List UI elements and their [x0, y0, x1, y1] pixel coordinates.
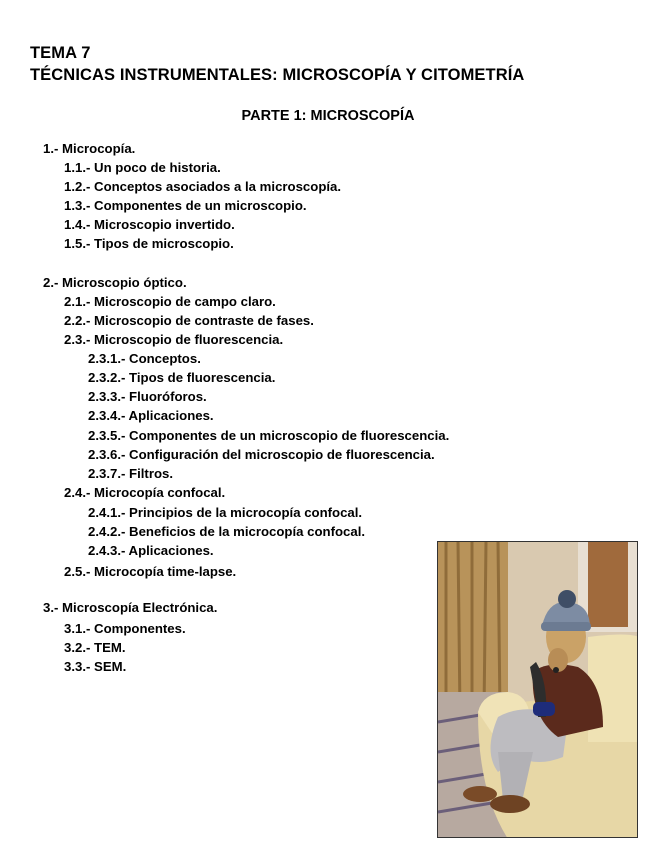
toc-item: 2.1.- Microscopio de campo claro.: [64, 294, 276, 309]
toc-item: 3.- Microscopía Electrónica.: [43, 600, 218, 615]
toc-item: 1.4.- Microscopio invertido.: [64, 217, 235, 232]
toc-item: 2.3.1.- Conceptos.: [88, 351, 201, 366]
toc-item: 1.5.- Tipos de microscopio.: [64, 236, 234, 251]
document-title: [30, 42, 524, 86]
toc-item: 2.- Microscopio óptico.: [43, 275, 187, 290]
toc-item: 1.2.- Conceptos asociados a la microscopía.: [64, 179, 342, 194]
toc-item: 3.3.- SEM.: [64, 659, 127, 674]
toc-item: 3.2.- TEM.: [64, 640, 126, 655]
toc-item: 2.3.7.- Filtros.: [88, 466, 174, 481]
toc-item: 2.4.1.- Principios de la microcopía confocal.: [88, 505, 363, 520]
toc-item: 1.1.- Un poco de historia.: [64, 160, 221, 175]
toc-item: 2.4.- Microcopía confocal.: [64, 485, 226, 500]
toc-item: 1.3.- Componentes de un microscopio.: [64, 198, 307, 213]
toc-item: 2.3.2.- Tipos de fluorescencia.: [88, 370, 276, 385]
tema-label: TEMA 7: [30, 44, 91, 62]
dog-photo: [437, 541, 638, 838]
toc-item: 2.3.4.- Aplicaciones.: [88, 408, 214, 423]
toc-item: 2.2.- Microscopio de contraste de fases.: [64, 313, 314, 328]
toc-item: 2.3.6.- Configuración del microscopio de fluorescencia.: [88, 447, 435, 462]
toc-item: 2.4.2.- Beneficios de la microcopía confocal.: [88, 524, 366, 539]
toc-item: 2.3.5.- Componentes de un microscopio de fluorescencia.: [88, 428, 450, 443]
part-heading: PARTE 1: MICROSCOPÍA: [241, 108, 415, 124]
tema-title: TÉCNICAS INSTRUMENTALES: MICROSCOPÍA Y CITOMETRÍA: [30, 66, 525, 84]
toc-item: 2.3.3.- Fluoróforos.: [88, 389, 207, 404]
toc-item: 1.- Microcopía.: [43, 141, 136, 156]
toc-item: 2.5.- Microcopía time-lapse.: [64, 564, 237, 579]
toc-item: 2.3.- Microscopio de fluorescencia.: [64, 332, 284, 347]
toc-item: 3.1.- Componentes.: [64, 621, 186, 636]
toc-item: 2.4.3.- Aplicaciones.: [88, 543, 214, 558]
